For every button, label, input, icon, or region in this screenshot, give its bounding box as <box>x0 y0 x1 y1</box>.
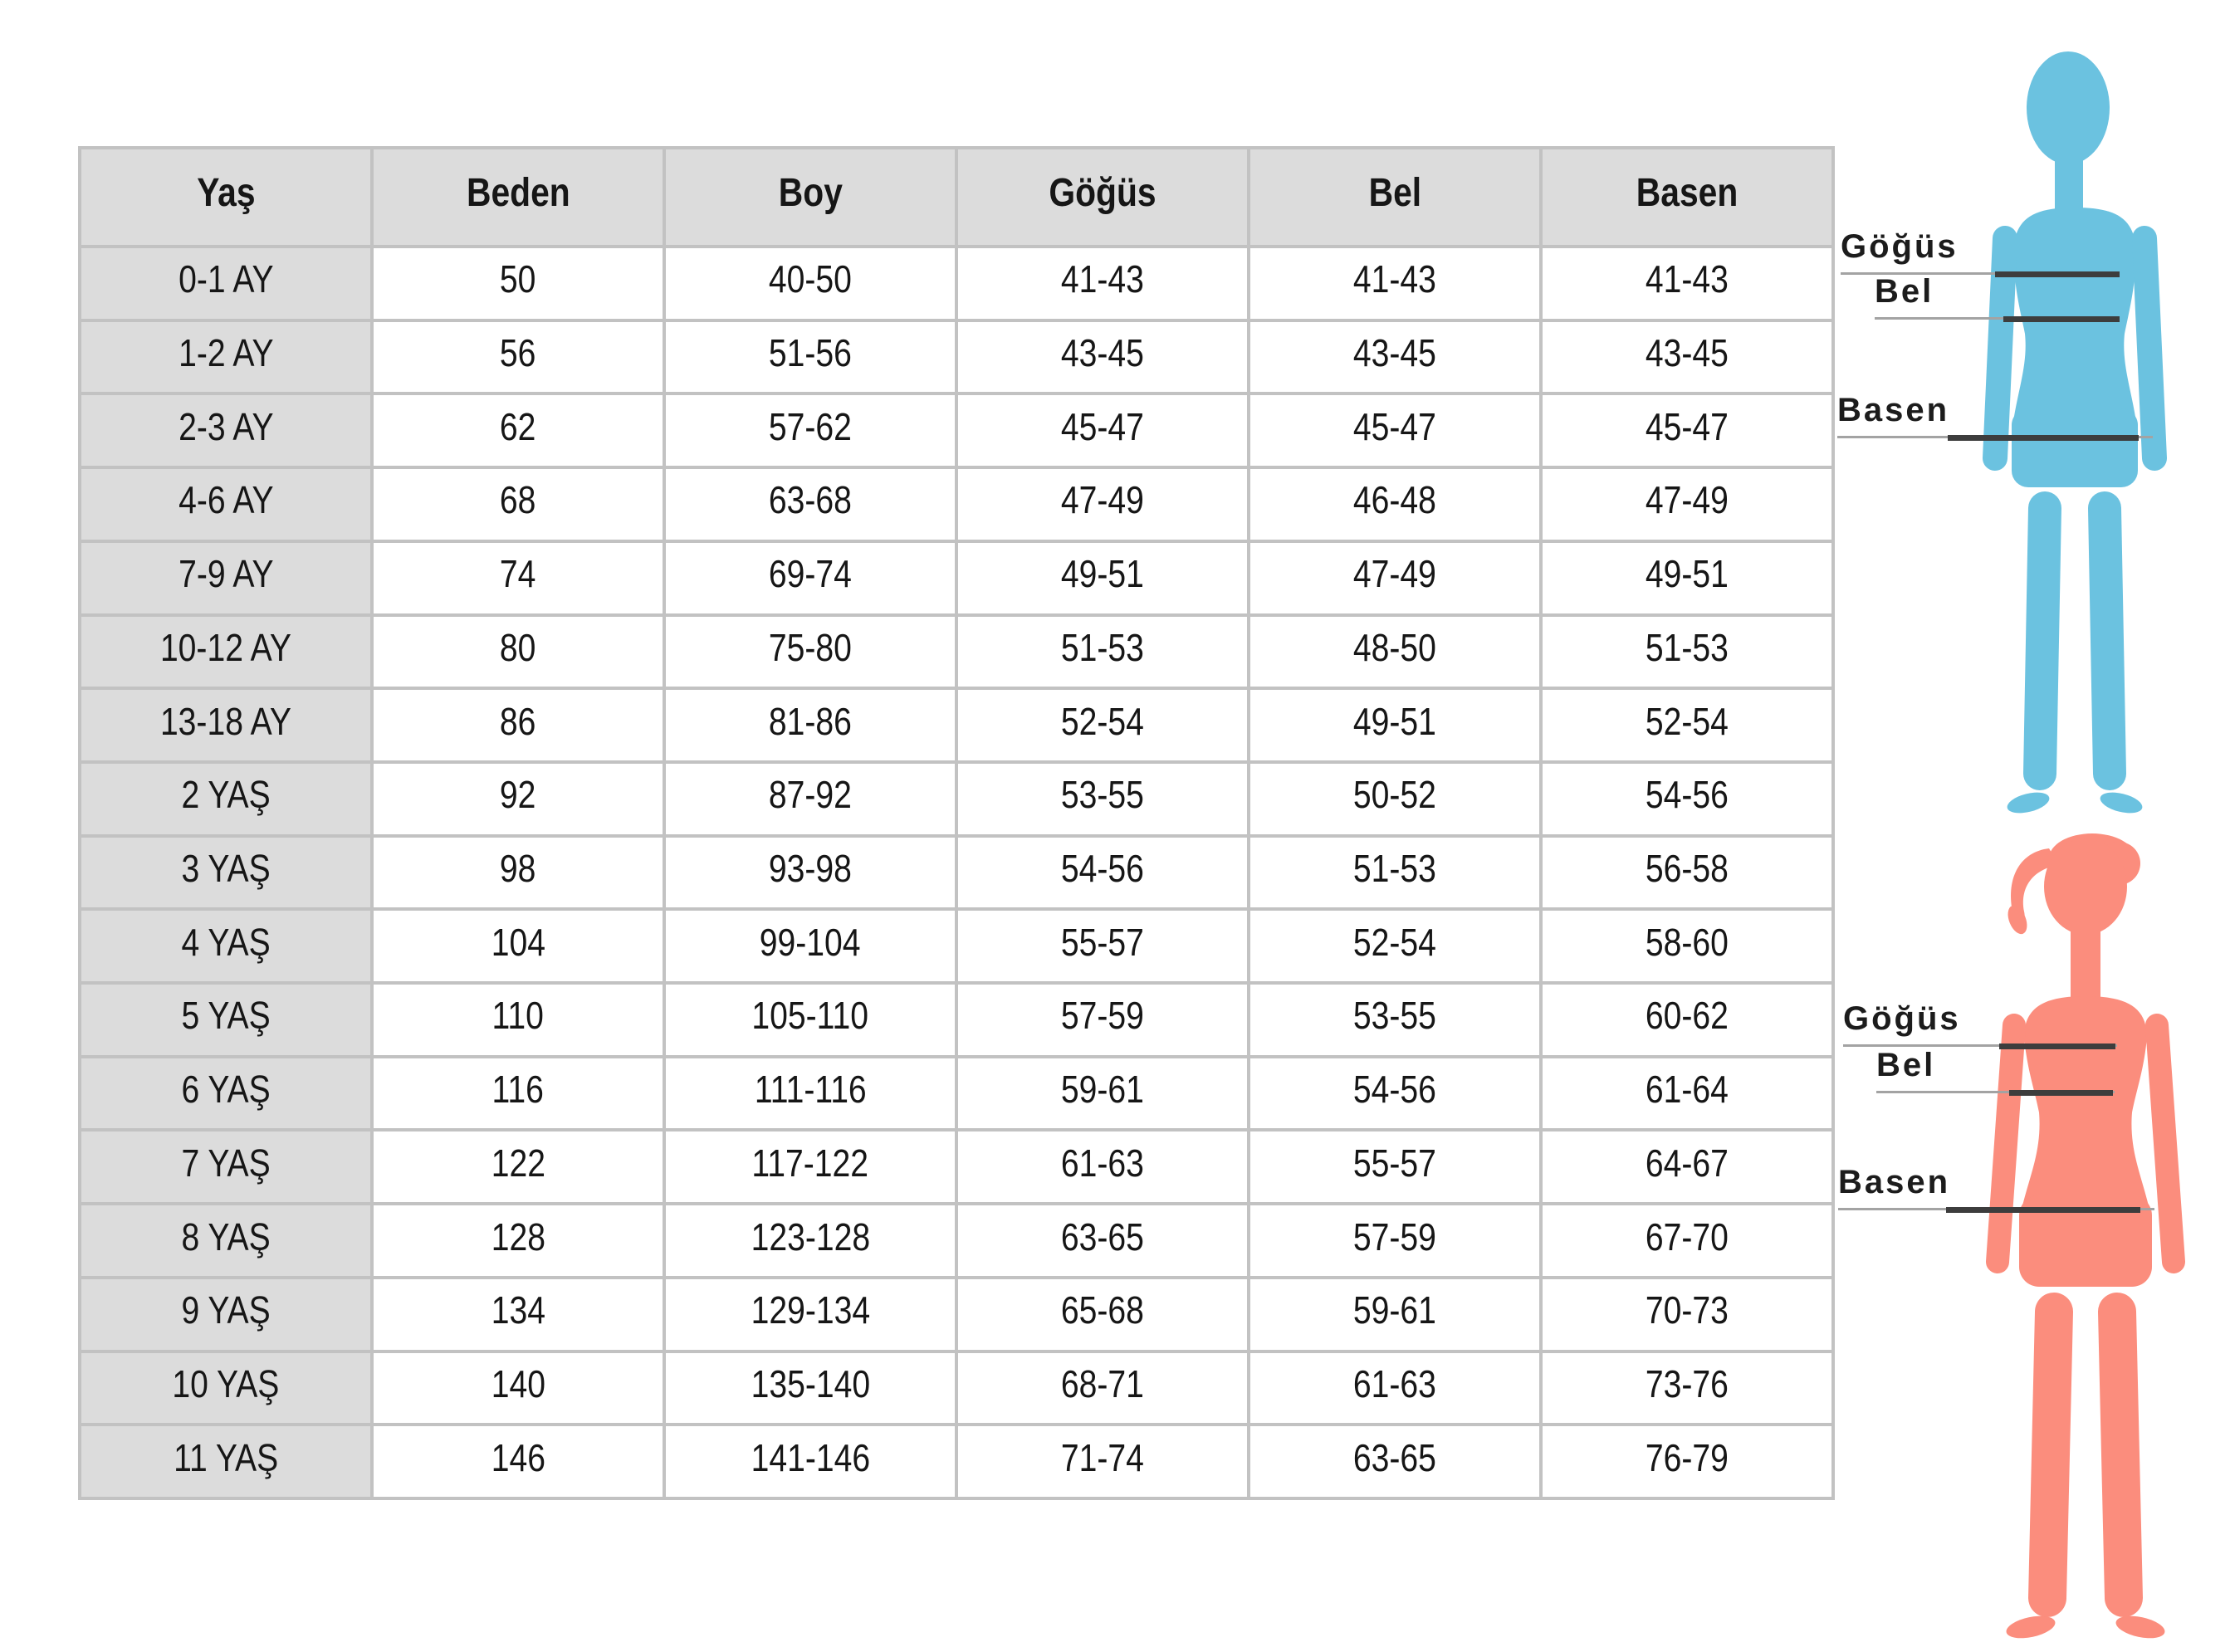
cell-age: 4 YAŞ <box>81 911 370 981</box>
cell-basen: 43-45 <box>1543 322 1831 393</box>
cell-basen: 56-58 <box>1543 838 1831 908</box>
boy-hip-line <box>1948 435 2139 441</box>
cell-boy: 93-98 <box>666 838 955 908</box>
cell-boy: 81-86 <box>666 690 955 760</box>
cell-bel: 63-65 <box>1250 1426 1539 1497</box>
cell-gogus: 68-71 <box>958 1353 1247 1424</box>
girl-hip-line <box>1946 1207 2140 1213</box>
cell-age: 1-2 AY <box>81 322 370 393</box>
cell-basen: 47-49 <box>1543 469 1831 540</box>
cell-bel: 61-63 <box>1250 1353 1539 1424</box>
cell-bel: 53-55 <box>1250 985 1539 1055</box>
cell-age: 9 YAŞ <box>81 1279 370 1350</box>
size-chart-table <box>78 146 1835 1500</box>
cell-age: 5 YAŞ <box>81 985 370 1055</box>
girl-leg-left <box>2047 1312 2054 1598</box>
girl-arm-right <box>2157 1025 2174 1262</box>
boy-foot-left <box>2005 789 2052 817</box>
boy-leg-left <box>2040 508 2045 774</box>
boy-foot-right <box>2098 789 2144 817</box>
boy-waist-label: Bel <box>1875 273 2120 320</box>
girl-silhouette <box>1976 830 2192 1652</box>
cell-gogus: 55-57 <box>958 911 1247 981</box>
cell-bel: 45-47 <box>1250 395 1539 466</box>
cell-age: 10 YAŞ <box>81 1353 370 1424</box>
girl-body-shapes <box>2004 833 2167 1642</box>
cell-beden: 122 <box>374 1131 663 1202</box>
cell-gogus: 51-53 <box>958 617 1247 687</box>
cell-basen: 51-53 <box>1543 617 1831 687</box>
cell-gogus: 63-65 <box>958 1205 1247 1276</box>
cell-bel: 48-50 <box>1250 617 1539 687</box>
cell-beden: 56 <box>374 322 663 393</box>
cell-boy: 123-128 <box>666 1205 955 1276</box>
cell-gogus: 54-56 <box>958 838 1247 908</box>
cell-age: 7-9 AY <box>81 543 370 613</box>
cell-boy: 57-62 <box>666 395 955 466</box>
cell-beden: 68 <box>374 469 663 540</box>
cell-basen: 54-56 <box>1543 764 1831 834</box>
cell-bel: 54-56 <box>1250 1058 1539 1129</box>
cell-basen: 76-79 <box>1543 1426 1831 1497</box>
cell-gogus: 52-54 <box>958 690 1247 760</box>
cell-boy: 129-134 <box>666 1279 955 1350</box>
column-header-gogus: Göğüs <box>958 149 1247 245</box>
cell-basen: 70-73 <box>1543 1279 1831 1350</box>
cell-beden: 80 <box>374 617 663 687</box>
cell-gogus: 71-74 <box>958 1426 1247 1497</box>
cell-boy: 141-146 <box>666 1426 955 1497</box>
cell-beden: 98 <box>374 838 663 908</box>
cell-bel: 52-54 <box>1250 911 1539 981</box>
cell-basen: 60-62 <box>1543 985 1831 1055</box>
cell-basen: 61-64 <box>1543 1058 1831 1129</box>
cell-gogus: 53-55 <box>958 764 1247 834</box>
girl-head <box>2044 838 2127 935</box>
cell-beden: 74 <box>374 543 663 613</box>
cell-basen: 73-76 <box>1543 1353 1831 1424</box>
cell-boy: 63-68 <box>666 469 955 540</box>
cell-beden: 146 <box>374 1426 663 1497</box>
cell-age: 13-18 AY <box>81 690 370 760</box>
cell-boy: 75-80 <box>666 617 955 687</box>
girl-ponytail-curl <box>2004 903 2031 937</box>
cell-gogus: 43-45 <box>958 322 1247 393</box>
column-header-bel: Bel <box>1250 149 1539 245</box>
cell-basen: 49-51 <box>1543 543 1831 613</box>
cell-boy: 51-56 <box>666 322 955 393</box>
cell-bel: 50-52 <box>1250 764 1539 834</box>
cell-beden: 116 <box>374 1058 663 1129</box>
cell-bel: 43-45 <box>1250 322 1539 393</box>
cell-age: 0-1 AY <box>81 248 370 319</box>
cell-gogus: 59-61 <box>958 1058 1247 1129</box>
cell-gogus: 61-63 <box>958 1131 1247 1202</box>
cell-beden: 110 <box>374 985 663 1055</box>
cell-beden: 134 <box>374 1279 663 1350</box>
cell-gogus: 57-59 <box>958 985 1247 1055</box>
boy-hip-label: Basen <box>1837 392 2153 438</box>
cell-beden: 50 <box>374 248 663 319</box>
girl-neck <box>2071 921 2100 1004</box>
cell-bel: 47-49 <box>1250 543 1539 613</box>
column-header-basen: Basen <box>1543 149 1831 245</box>
girl-figure-svg <box>1976 830 2192 1652</box>
girl-waist-label: Bel <box>1876 1047 2115 1093</box>
boy-waist-line <box>2003 316 2120 322</box>
cell-gogus: 45-47 <box>958 395 1247 466</box>
cell-beden: 62 <box>374 395 663 466</box>
cell-boy: 40-50 <box>666 248 955 319</box>
cell-age: 10-12 AY <box>81 617 370 687</box>
cell-beden: 92 <box>374 764 663 834</box>
cell-boy: 135-140 <box>666 1353 955 1424</box>
cell-age: 6 YAŞ <box>81 1058 370 1129</box>
cell-bel: 57-59 <box>1250 1205 1539 1276</box>
girl-waist-line <box>2009 1090 2113 1096</box>
cell-gogus: 41-43 <box>958 248 1247 319</box>
cell-beden: 140 <box>374 1353 663 1424</box>
cell-age: 7 YAŞ <box>81 1131 370 1202</box>
cell-basen: 52-54 <box>1543 690 1831 760</box>
cell-basen: 58-60 <box>1543 911 1831 981</box>
cell-age: 8 YAŞ <box>81 1205 370 1276</box>
cell-boy: 69-74 <box>666 543 955 613</box>
cell-gogus: 47-49 <box>958 469 1247 540</box>
cell-bel: 59-61 <box>1250 1279 1539 1350</box>
cell-gogus: 65-68 <box>958 1279 1247 1350</box>
cell-basen: 41-43 <box>1543 248 1831 319</box>
cell-age: 4-6 AY <box>81 469 370 540</box>
cell-age: 11 YAŞ <box>81 1426 370 1497</box>
cell-basen: 67-70 <box>1543 1205 1831 1276</box>
girl-leg-right <box>2117 1312 2124 1598</box>
cell-boy: 87-92 <box>666 764 955 834</box>
column-header-boy: Boy <box>666 149 955 245</box>
girl-hip-label: Basen <box>1838 1164 2154 1210</box>
cell-bel: 51-53 <box>1250 838 1539 908</box>
cell-boy: 99-104 <box>666 911 955 981</box>
boy-leg-right <box>2105 508 2110 774</box>
cell-boy: 105-110 <box>666 985 955 1055</box>
cell-basen: 45-47 <box>1543 395 1831 466</box>
girl-chest-label: Göğüs <box>1843 1000 2117 1047</box>
cell-bel: 49-51 <box>1250 690 1539 760</box>
cell-age: 3 YAŞ <box>81 838 370 908</box>
cell-beden: 128 <box>374 1205 663 1276</box>
boy-chest-label: Göğüs <box>1841 228 2120 275</box>
cell-beden: 86 <box>374 690 663 760</box>
cell-gogus: 49-51 <box>958 543 1247 613</box>
column-header-beden: Beden <box>374 149 663 245</box>
cell-boy: 117-122 <box>666 1131 955 1202</box>
cell-bel: 46-48 <box>1250 469 1539 540</box>
cell-basen: 64-67 <box>1543 1131 1831 1202</box>
column-header-yas: Yaş <box>81 149 370 245</box>
cell-beden: 104 <box>374 911 663 981</box>
cell-age: 2-3 AY <box>81 395 370 466</box>
cell-boy: 111-116 <box>666 1058 955 1129</box>
cell-age: 2 YAŞ <box>81 764 370 834</box>
cell-bel: 41-43 <box>1250 248 1539 319</box>
cell-bel: 55-57 <box>1250 1131 1539 1202</box>
